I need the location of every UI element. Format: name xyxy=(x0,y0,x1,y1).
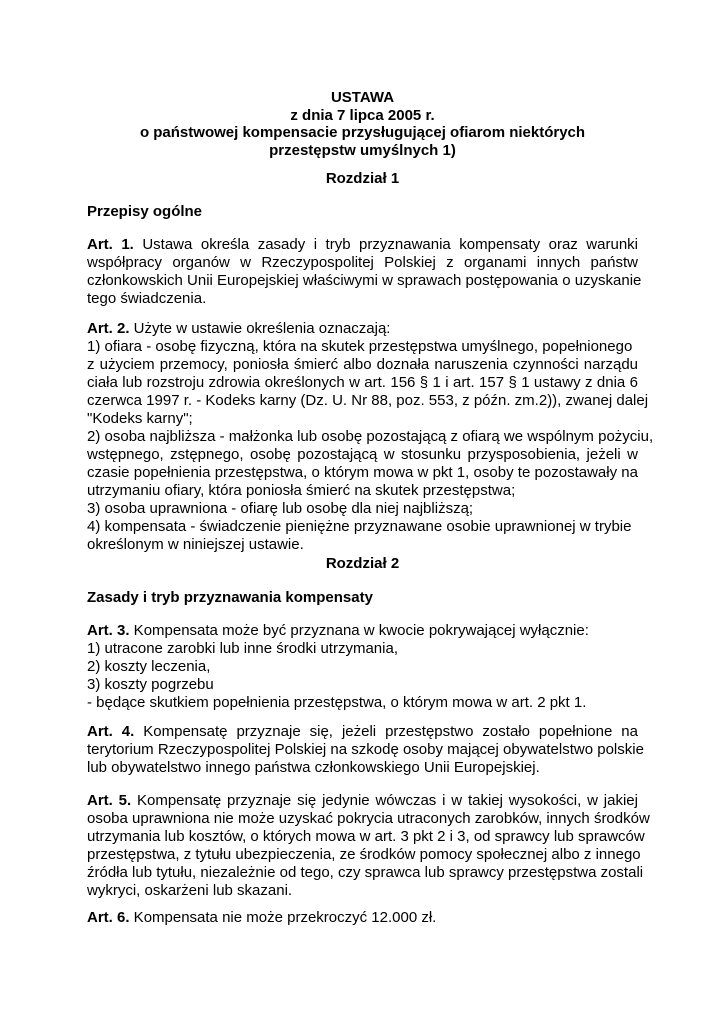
article-text: osoba uprawniona nie może uzyskać pokrycia utraconych zarobków, innych środków xyxy=(87,810,650,827)
article-3 xyxy=(87,622,638,712)
article-text: czasie popełnienia przestępstwa, o którym mowa w pkt 1, osoby te pozostawały na xyxy=(87,464,638,481)
title-line: o państwowej kompensacie przysługującej ofiarom niektórych xyxy=(139,124,586,141)
article-number: Art. 2. xyxy=(87,320,130,337)
article-text: 2) koszty leczenia, xyxy=(87,658,211,675)
article-text: członkowskich Unii Europejskiej właściwymi w sprawach postępowania o uzyskanie xyxy=(87,272,642,289)
article-text: Ustawa określa zasady i tryb przyznawania kompensaty oraz warunki xyxy=(133,236,638,253)
article-text: Kompensata może być przyznana w kwocie pokrywającej wyłącznie: xyxy=(129,622,589,639)
article-text: 2) osoba najbliższa - małżonka lub osobę pozostającą z ofiarą we wspólnym pożyciu, xyxy=(87,428,654,445)
article-text: współpracy organów w Rzeczypospolitej Polskiej z organami innych państw xyxy=(87,254,638,271)
article-text: Kompensata nie może przekroczyć 12.000 zł. xyxy=(129,909,437,926)
article-number: Art. 5. xyxy=(87,792,132,809)
article-text: tego świadczenia. xyxy=(87,290,207,307)
article-text: 4) kompensata - świadczenie pieniężne przyznawane osobie uprawnionej w trybie xyxy=(87,518,632,535)
chapter-1-label: Rozdział 1 xyxy=(325,170,400,187)
article-text: 1) ofiara - osobę fizyczną, która na skutek przestępstwa umyślnego, popełnionego xyxy=(87,338,633,355)
title-line: USTAWA xyxy=(330,89,395,106)
article-text: czerwca 1997 r. - Kodeks karny (Dz. U. Nr 88, poz. 553, z późn. zm.2)), zwanej dalej xyxy=(87,392,649,409)
article-text: lub obywatelstwo innego państwa członkowskiego Unii Europejskiej. xyxy=(87,759,540,776)
article-1 xyxy=(87,236,642,308)
article-text: - będące skutkiem popełnienia przestępstwa, o którym mowa w art. 2 pkt 1. xyxy=(87,694,587,711)
article-6 xyxy=(87,909,638,927)
article-2 xyxy=(87,320,654,554)
article-number: Art. 3. xyxy=(87,622,130,639)
article-text: wstępnego, zstępnego, osobę pozostającą w stosunku przysposobienia, jeżeli w xyxy=(87,446,638,463)
article-text: wykryci, oskarżeni lub skazani. xyxy=(87,882,293,899)
article-4 xyxy=(87,723,644,777)
article-text: z użyciem przemocy, poniosła śmierć albo doznała naruszenia czynności narządu xyxy=(87,356,638,373)
article-text: Kompensatę przyznaje się jedynie wówczas i w takiej wysokości, w jakiej xyxy=(131,792,638,809)
article-text: ciała lub rozstroju zdrowia określonych w art. 156 § 1 i art. 157 § 1 ustawy z dnia 6 xyxy=(87,374,638,391)
article-number: Art. 4. xyxy=(87,723,135,740)
chapter-1-heading: Przepisy ogólne xyxy=(87,203,203,220)
title-line: przestępstw umyślnych 1) xyxy=(269,141,456,159)
article-text: terytorium Rzeczypospolitej Polskiej na szkodę osoby mającej obywatelstwo polskie xyxy=(87,741,644,758)
article-text: Kompensatę przyznaje się, jeżeli przestępstwo zostało popełnione na xyxy=(134,723,638,740)
article-text: Użyte w ustawie określenia oznaczają: xyxy=(129,320,391,337)
article-text: określonym w niniejszej ustawie. xyxy=(87,536,304,553)
article-text: 1) utracone zarobki lub inne środki utrzymania, xyxy=(87,640,398,657)
article-text: utrzymania lub kosztów, o których mowa w art. 3 pkt 2 i 3, od sprawcy lub sprawców xyxy=(87,828,645,845)
article-text: źródła lub tytułu, niezależnie od tego, czy sprawca lub sprawcy przestępstwa zostali xyxy=(87,864,644,881)
article-5 xyxy=(87,792,650,900)
chapter-2-heading: Zasady i tryb przyznawania kompensaty xyxy=(87,589,373,606)
article-number: Art. 6. xyxy=(87,909,130,926)
article-text: utrzymaniu ofiary, która poniosła śmierć na skutek przestępstwa; xyxy=(87,482,516,499)
document-title xyxy=(87,89,638,159)
article-number: Art. 1. xyxy=(87,236,134,253)
chapter-2-label: Rozdział 2 xyxy=(325,555,400,572)
article-text: 3) koszty pogrzebu xyxy=(87,676,214,693)
article-text: przestępstwa, z tytułu ubezpieczenia, ze środków pomocy społecznej albo z innego xyxy=(87,846,641,863)
title-line: z dnia 7 lipca 2005 r. xyxy=(290,106,435,124)
article-text: "Kodeks karny"; xyxy=(87,410,193,427)
article-text: 3) osoba uprawniona - ofiarę lub osobę dla niej najbliższą; xyxy=(87,500,474,517)
